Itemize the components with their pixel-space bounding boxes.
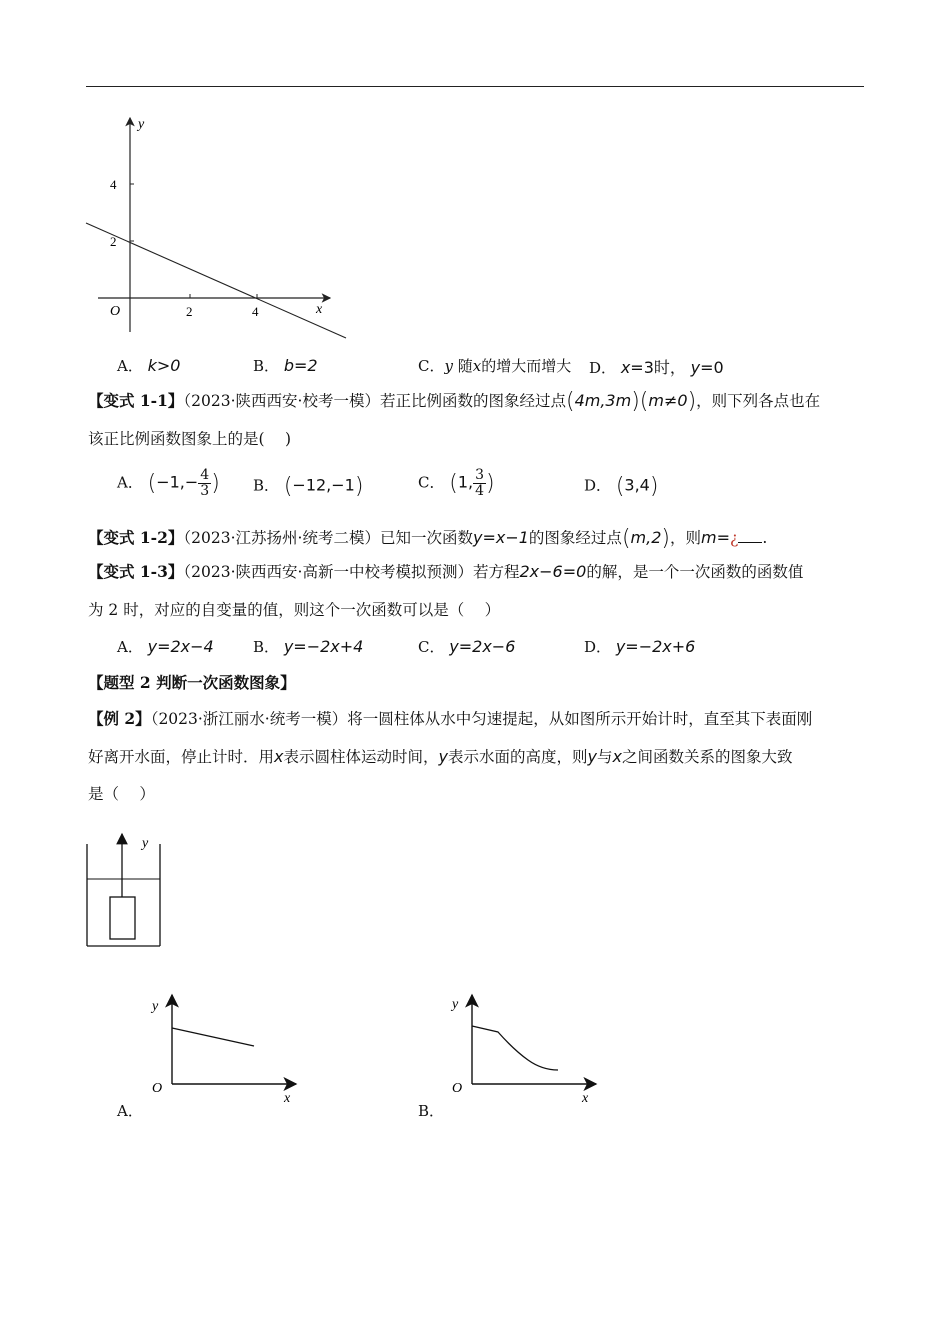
v11-option-b[interactable]: B． (−12,−1) <box>253 474 364 499</box>
example-2-line1: 【例 2】（2023·浙江丽水·统考一模）将一圆柱体从水中匀速提起，从如图所示开始计时，直至其下表面刚 <box>88 709 813 728</box>
option-b-math: b=2 <box>283 356 318 375</box>
variant-1-3-line2: 为 2 时，对应的自变量的值，则这个一次函数可以是（ ） <box>88 601 501 619</box>
option-c[interactable]: C．y 随x的增大而增大 <box>418 357 572 375</box>
v13-option-c[interactable]: C． y=2x−6 <box>418 637 516 656</box>
option-d[interactable]: D． x=3时， y=0 <box>589 358 724 377</box>
graph-b-x-label: x <box>582 1091 589 1102</box>
y-axis-label: y <box>138 117 145 132</box>
graph-a <box>148 990 308 1102</box>
graph-a-option[interactable]: A． <box>117 1102 143 1120</box>
cylinder-y-label: y <box>142 836 149 851</box>
option-a[interactable]: A． k>0 <box>117 356 181 375</box>
cylinder-figure <box>84 830 166 950</box>
v13-option-a[interactable]: A． y=2x−4 <box>117 637 214 656</box>
y-tick-2: 2 <box>110 234 117 249</box>
option-b[interactable]: B． b=2 <box>253 356 318 375</box>
x-axis-label: x <box>316 302 323 317</box>
option-a-math: k>0 <box>147 356 181 375</box>
graph-b-y-label: y <box>452 997 459 1012</box>
equation: 2x−6=0 <box>519 562 587 581</box>
graph-b-curve <box>472 1026 558 1070</box>
variant-1-1-line2: 该正比例函数图象上的是( ) <box>88 430 292 448</box>
graph-b-origin: O <box>452 1081 463 1096</box>
section-heading: 【题型 2 判断一次函数图象】 <box>88 673 296 692</box>
graph-a-origin: O <box>152 1081 163 1096</box>
v13-option-b[interactable]: B． y=−2x+4 <box>253 637 364 656</box>
x-tick-2: 2 <box>186 304 193 319</box>
example-2-line2: 好离开水面，停止计时．用x表示圆柱体运动时间，y表示水面的高度，则y与x之间函数关系的图象大致 <box>88 747 793 766</box>
line-graph <box>84 112 354 344</box>
cylinder <box>110 897 135 939</box>
graph-a-curve <box>172 1028 254 1046</box>
y-tick-4: 4 <box>110 177 117 192</box>
x-tick-4: 4 <box>252 304 259 319</box>
variant-1-2: 【变式 1-2】（2023·江苏扬州·统考二模）已知一次函数y=x−1的图象经过点(m,2)，则m=¿ . <box>88 526 768 551</box>
origin-label: O <box>110 304 121 319</box>
graph-b <box>448 990 608 1102</box>
answer-blank[interactable] <box>738 526 762 543</box>
variant-1-3-line1: 【变式 1-3】（2023·陕西西安·高新一中校考模拟预测）若方程2x−6=0的解，是一个一次函数的函数值 <box>88 562 804 581</box>
function-expr: y=x−1 <box>472 528 529 547</box>
function-line <box>86 223 346 338</box>
variant-1-1-line1: 【变式 1-1】（2023·陕西西安·校考一模）若正比例函数的图象经过点(4m,3m)(m≠0)，则下列各点也在 <box>88 389 821 414</box>
graph-a-x-label: x <box>284 1091 291 1102</box>
graph-a-y-label: y <box>152 999 159 1014</box>
top-rule <box>86 86 864 87</box>
graph-b-option[interactable]: B． <box>418 1102 445 1120</box>
v13-option-d[interactable]: D． y=−2x+6 <box>584 637 696 656</box>
v11-option-c[interactable]: C． (1, $\frac{3}{4}$ ) <box>418 467 495 499</box>
example-2-line3: 是（ ） <box>88 785 155 803</box>
v11-option-d[interactable]: D． (3,4) <box>584 474 659 499</box>
point-4m-3m: 4m,3m <box>574 391 632 410</box>
v11-option-a[interactable]: A． (−1,− $\frac{4}{3}$ ) <box>117 467 220 499</box>
